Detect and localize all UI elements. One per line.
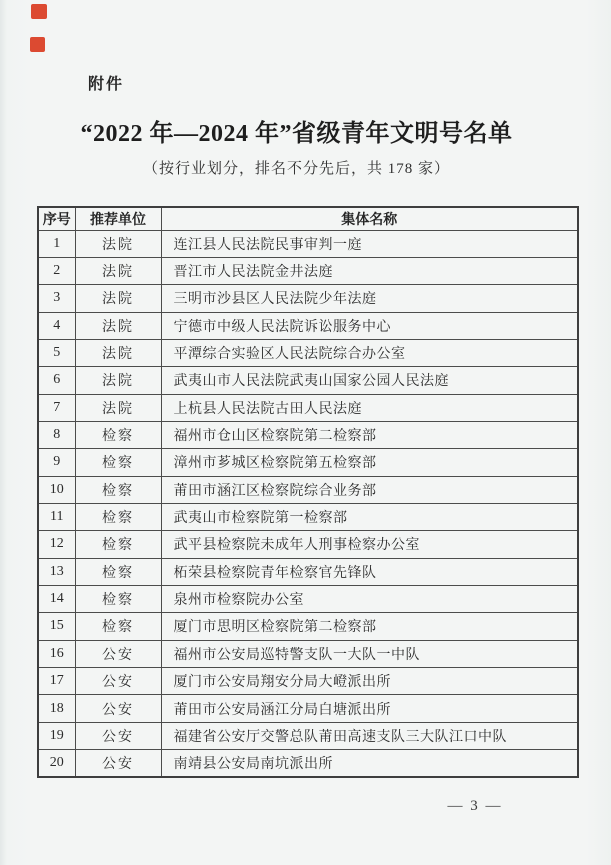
page-title: “2022 年—2024 年”省级青年文明号名单: [80, 121, 513, 147]
cell-recommending-unit: 检察: [75, 503, 161, 530]
table-row: [38, 230, 578, 257]
cell-index: 6: [38, 367, 75, 394]
table-row: [38, 695, 578, 722]
cell-collective-name: 平潭综合实验区人民法院综合办公室: [161, 339, 578, 366]
table-row: [38, 394, 578, 421]
table-row: [38, 722, 578, 749]
page-subtitle: （按行业划分，排名不分先后，共 178 家）: [142, 161, 450, 177]
cell-index: 18: [38, 695, 75, 722]
document-heading: [0, 113, 602, 178]
cell-index: 9: [38, 449, 75, 476]
cell-collective-name: 福州市公安局巡特警支队一大队一中队: [161, 640, 578, 667]
cell-collective-name: 宁德市中级人民法院诉讼服务中心: [161, 312, 578, 339]
cell-recommending-unit: 公安: [75, 668, 161, 695]
cell-collective-name: 福州市仓山区检察院第二检察部: [161, 421, 578, 448]
table-row: [38, 640, 578, 667]
table-row: [38, 585, 578, 612]
table-row: [38, 367, 578, 394]
table-row: [38, 503, 578, 530]
cell-collective-name: 莆田市涵江区检察院综合业务部: [161, 476, 578, 503]
red-stamp-mark-bottom: [30, 37, 45, 52]
cell-collective-name: 武平县检察院未成年人刑事检察办公室: [161, 531, 578, 558]
cell-index: 13: [38, 558, 75, 585]
table-row: [38, 257, 578, 284]
attachment-label: 附件: [88, 76, 125, 93]
cell-recommending-unit: 检察: [75, 585, 161, 612]
cell-recommending-unit: 法院: [75, 367, 161, 394]
column-header-index: 序号: [38, 207, 75, 230]
cell-recommending-unit: 法院: [75, 230, 161, 257]
cell-recommending-unit: 公安: [75, 640, 161, 667]
cell-collective-name: 柘荣县检察院青年检察官先锋队: [161, 558, 578, 585]
cell-index: 15: [38, 613, 75, 640]
cell-index: 20: [38, 750, 75, 777]
table-row: [38, 449, 578, 476]
cell-index: 1: [38, 230, 75, 257]
cell-recommending-unit: 检察: [75, 421, 161, 448]
table-header-row: [38, 207, 578, 230]
cell-collective-name: 连江县人民法院民事审判一庭: [161, 230, 578, 257]
cell-collective-name: 厦门市公安局翔安分局大嶝派出所: [161, 668, 578, 695]
cell-index: 5: [38, 339, 75, 366]
cell-recommending-unit: 检察: [75, 531, 161, 558]
table-row: [38, 613, 578, 640]
table-row: [38, 285, 578, 312]
table-row: [38, 476, 578, 503]
cell-recommending-unit: 检察: [75, 476, 161, 503]
page-number: — 3 —: [447, 798, 503, 814]
column-header-collective-name: 集体名称: [161, 207, 578, 230]
column-header-recommending-unit: 推荐单位: [75, 207, 161, 230]
cell-collective-name: 福建省公安厅交警总队莆田高速支队三大队江口中队: [161, 722, 578, 749]
cell-index: 12: [38, 531, 75, 558]
cell-index: 10: [38, 476, 75, 503]
cell-recommending-unit: 公安: [75, 750, 161, 777]
cell-collective-name: 莆田市公安局涵江分局白塘派出所: [161, 695, 578, 722]
cell-recommending-unit: 法院: [75, 285, 161, 312]
table-row: [38, 531, 578, 558]
cell-recommending-unit: 法院: [75, 394, 161, 421]
cell-recommending-unit: 检察: [75, 613, 161, 640]
cell-index: 14: [38, 585, 75, 612]
cell-recommending-unit: 检察: [75, 449, 161, 476]
cell-collective-name: 南靖县公安局南坑派出所: [161, 750, 578, 777]
cell-index: 16: [38, 640, 75, 667]
awardees-table: [37, 206, 579, 778]
cell-recommending-unit: 检察: [75, 558, 161, 585]
cell-collective-name: 漳州市芗城区检察院第五检察部: [161, 449, 578, 476]
cell-recommending-unit: 公安: [75, 695, 161, 722]
cell-collective-name: 三明市沙县区人民法院少年法庭: [161, 285, 578, 312]
cell-collective-name: 厦门市思明区检察院第二检察部: [161, 613, 578, 640]
table-row: [38, 668, 578, 695]
table-row: [38, 558, 578, 585]
cell-collective-name: 武夷山市人民法院武夷山国家公园人民法庭: [161, 367, 578, 394]
cell-index: 3: [38, 285, 75, 312]
cell-index: 4: [38, 312, 75, 339]
table-body: [38, 230, 578, 777]
cell-recommending-unit: 公安: [75, 722, 161, 749]
cell-index: 2: [38, 257, 75, 284]
cell-index: 11: [38, 503, 75, 530]
cell-index: 19: [38, 722, 75, 749]
cell-collective-name: 武夷山市检察院第一检察部: [161, 503, 578, 530]
cell-index: 7: [38, 394, 75, 421]
cell-collective-name: 晋江市人民法院金井法庭: [161, 257, 578, 284]
cell-index: 8: [38, 421, 75, 448]
table-row: [38, 750, 578, 777]
red-stamp-mark-top: [31, 4, 47, 19]
table-row: [38, 421, 578, 448]
cell-recommending-unit: 法院: [75, 312, 161, 339]
cell-index: 17: [38, 668, 75, 695]
table-row: [38, 312, 578, 339]
cell-collective-name: 泉州市检察院办公室: [161, 585, 578, 612]
cell-collective-name: 上杭县人民法院古田人民法庭: [161, 394, 578, 421]
table-row: [38, 339, 578, 366]
cell-recommending-unit: 法院: [75, 257, 161, 284]
cell-recommending-unit: 法院: [75, 339, 161, 366]
